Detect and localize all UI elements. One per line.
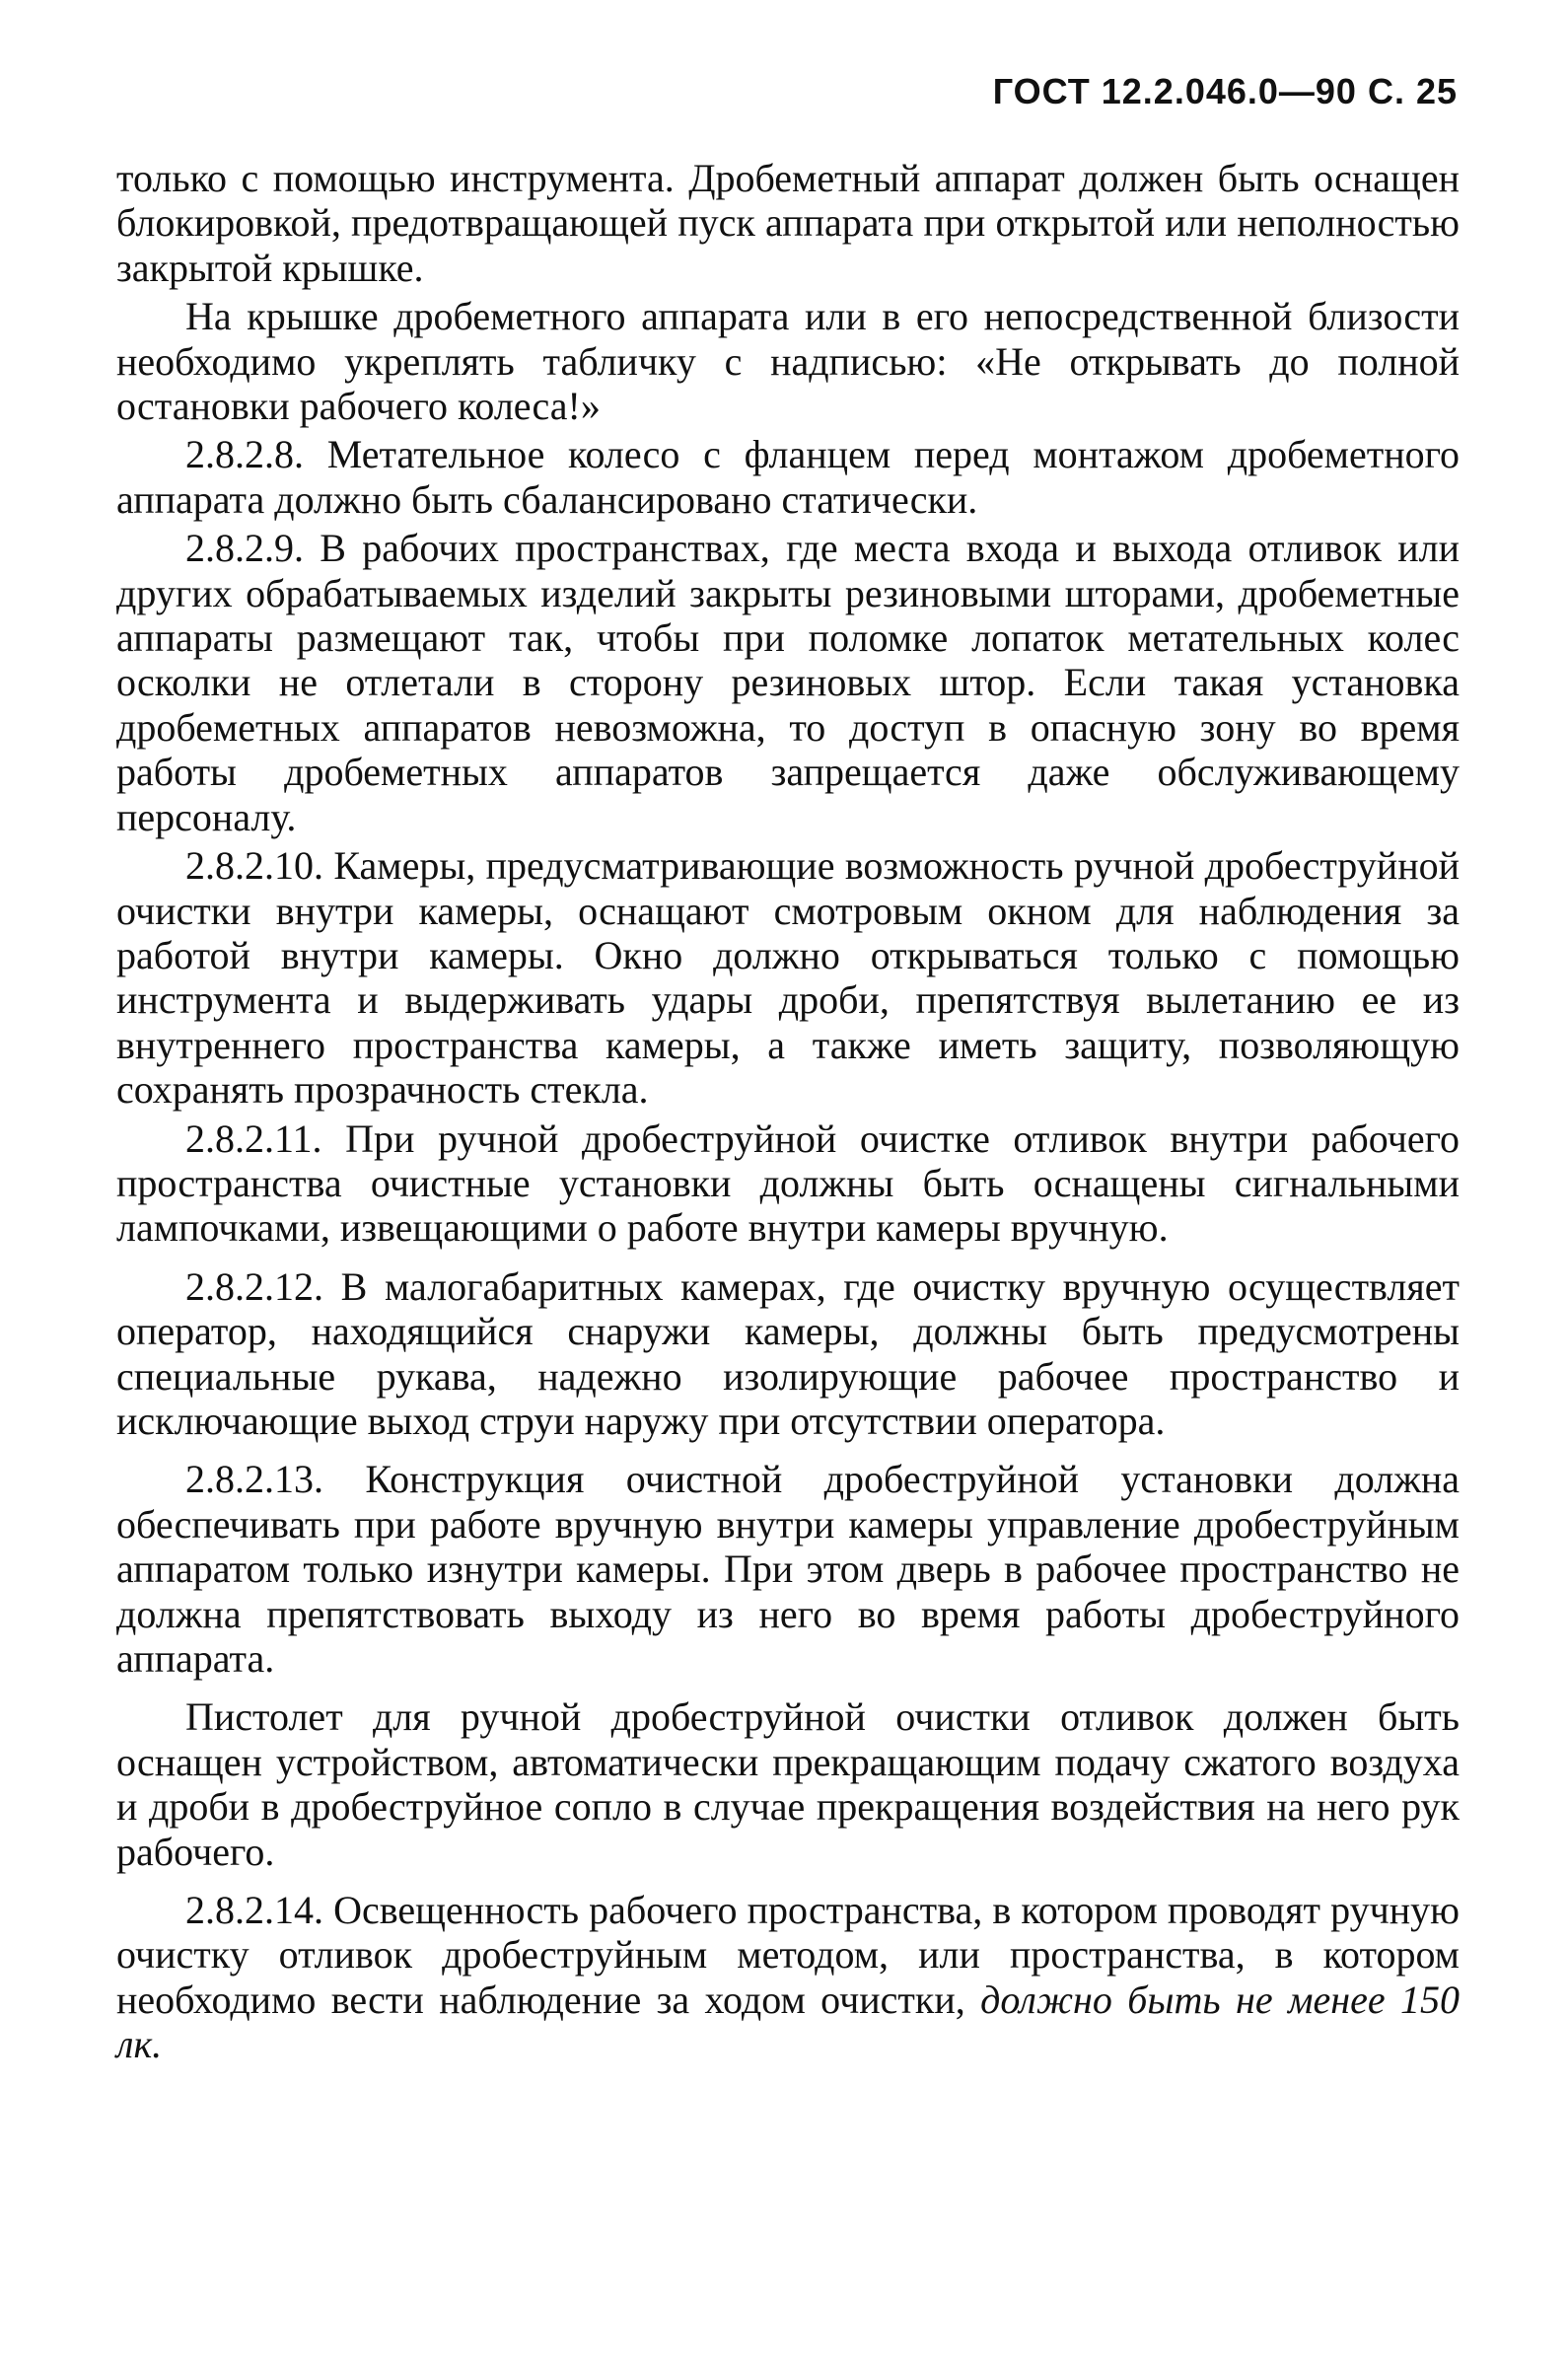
clause-text: В рабочих пространствах, где места входа и выхода отливок или других обрабатываемых изделий закрыты резиновыми шторами, дробеметные аппараты размещают так, чтобы при поломке лопаток метательных колес осколки не отлетали в сторону резиновых штор. Если такая установка дробеметных аппаратов невозможна, то доступ в опасную зону во время работы дробеметных аппаратов запрещается даже обслуживающему персоналу. — [116, 526, 1460, 839]
clause-2-8-2-9 — [116, 526, 1460, 839]
clause-number: 2.8.2.10. — [185, 843, 323, 889]
paragraph-continuation — [116, 156, 1460, 290]
clause-text: Конструкция очистной дробеструйной установки должна обеспечивать при работе вручную внутри камеры управление дробеструйным аппаратом только изнутри камеры. При этом дверь в рабочее пространство не должна препятствовать выходу из него во время работы дробеструйного аппарата. — [116, 1457, 1461, 1681]
clause-number: 2.8.2.11. — [185, 1115, 322, 1161]
clause-number: 2.8.2.9. — [185, 526, 304, 571]
clause-text: Метательное колесо с фланцем перед монтажом дробеметного аппарата должно быть сбалансировано статически. — [116, 432, 1461, 522]
clause-text: Камеры, предусматривающие возможность ручной дробеструйной очистки внутри камеры, оснащают смотровым окном для наблюдения за работой внутри камеры. Окно должно открываться только с помощью инструмента и выдерживать удары дроби, препятствуя вылетанию ее из внутреннего пространства камеры, а также иметь защиту, позволяющую сохранять прозрачность стекла. — [116, 843, 1461, 1113]
clause-number: 2.8.2.14. — [185, 1888, 323, 1933]
paragraph-pistol-requirement — [116, 1694, 1460, 1874]
clause-2-8-2-14 — [116, 1888, 1460, 2067]
clause-number: 2.8.2.12. — [185, 1263, 323, 1309]
clause-text: В малогабаритных камерах, где очистку вручную осуществляет оператор, находящийся снаружи камеры, должны быть предусмотрены специальные рукава, надежно изолирующие рабочее пространство и исключающие выход струи наружу при отсутствии оператора. — [116, 1263, 1460, 1443]
clause-2-8-2-12 — [116, 1264, 1460, 1444]
clause-text-italic: должно быть не менее 150 лк. — [116, 1977, 1460, 2067]
clause-text: При ручной дробеструйной очистке отливок внутри рабочего пространства очистные установки должны быть оснащены сигнальными лампочками, извещающими о работе внутри камеры вручную. — [116, 1115, 1460, 1251]
clause-number: 2.8.2.8. — [185, 432, 304, 477]
paragraph-text: Пистолет для ручной дробеструйной очистки отливок должен быть оснащен устройством, автоматически прекращающим подачу сжатого воздуха и дроби в дробеструйное сопло в случае прекращения воздействия на него рук рабочего. — [116, 1694, 1460, 1874]
clause-2-8-2-8 — [116, 432, 1460, 522]
clause-text: Освещенность рабочего пространства, в котором проводят ручную очистку отливок дробеструйным методом, или пространства, в котором необходимо вести наблюдение за ходом очистки, — [116, 1888, 1460, 2022]
clause-2-8-2-10 — [116, 843, 1460, 1112]
paragraph-sign-requirement — [116, 294, 1460, 428]
clause-number: 2.8.2.13. — [185, 1457, 323, 1502]
clause-2-8-2-13 — [116, 1457, 1460, 1681]
paragraph-text: только с помощью инструмента. Дробеметный аппарат должен быть оснащен блокировкой, предотвращающей пуск аппарата при открытой или неполностью закрытой крышке. — [116, 156, 1460, 290]
clause-2-8-2-11 — [116, 1116, 1460, 1251]
text-body — [116, 156, 1460, 2069]
running-header: ГОСТ 12.2.046.0—90 С. 25 — [992, 71, 1458, 111]
paragraph-text: На крышке дробеметного аппарата или в его непосредственной близости необходимо укреплять табличку с надписью: «Не открывать до полной остановки рабочего колеса!» — [116, 294, 1460, 429]
